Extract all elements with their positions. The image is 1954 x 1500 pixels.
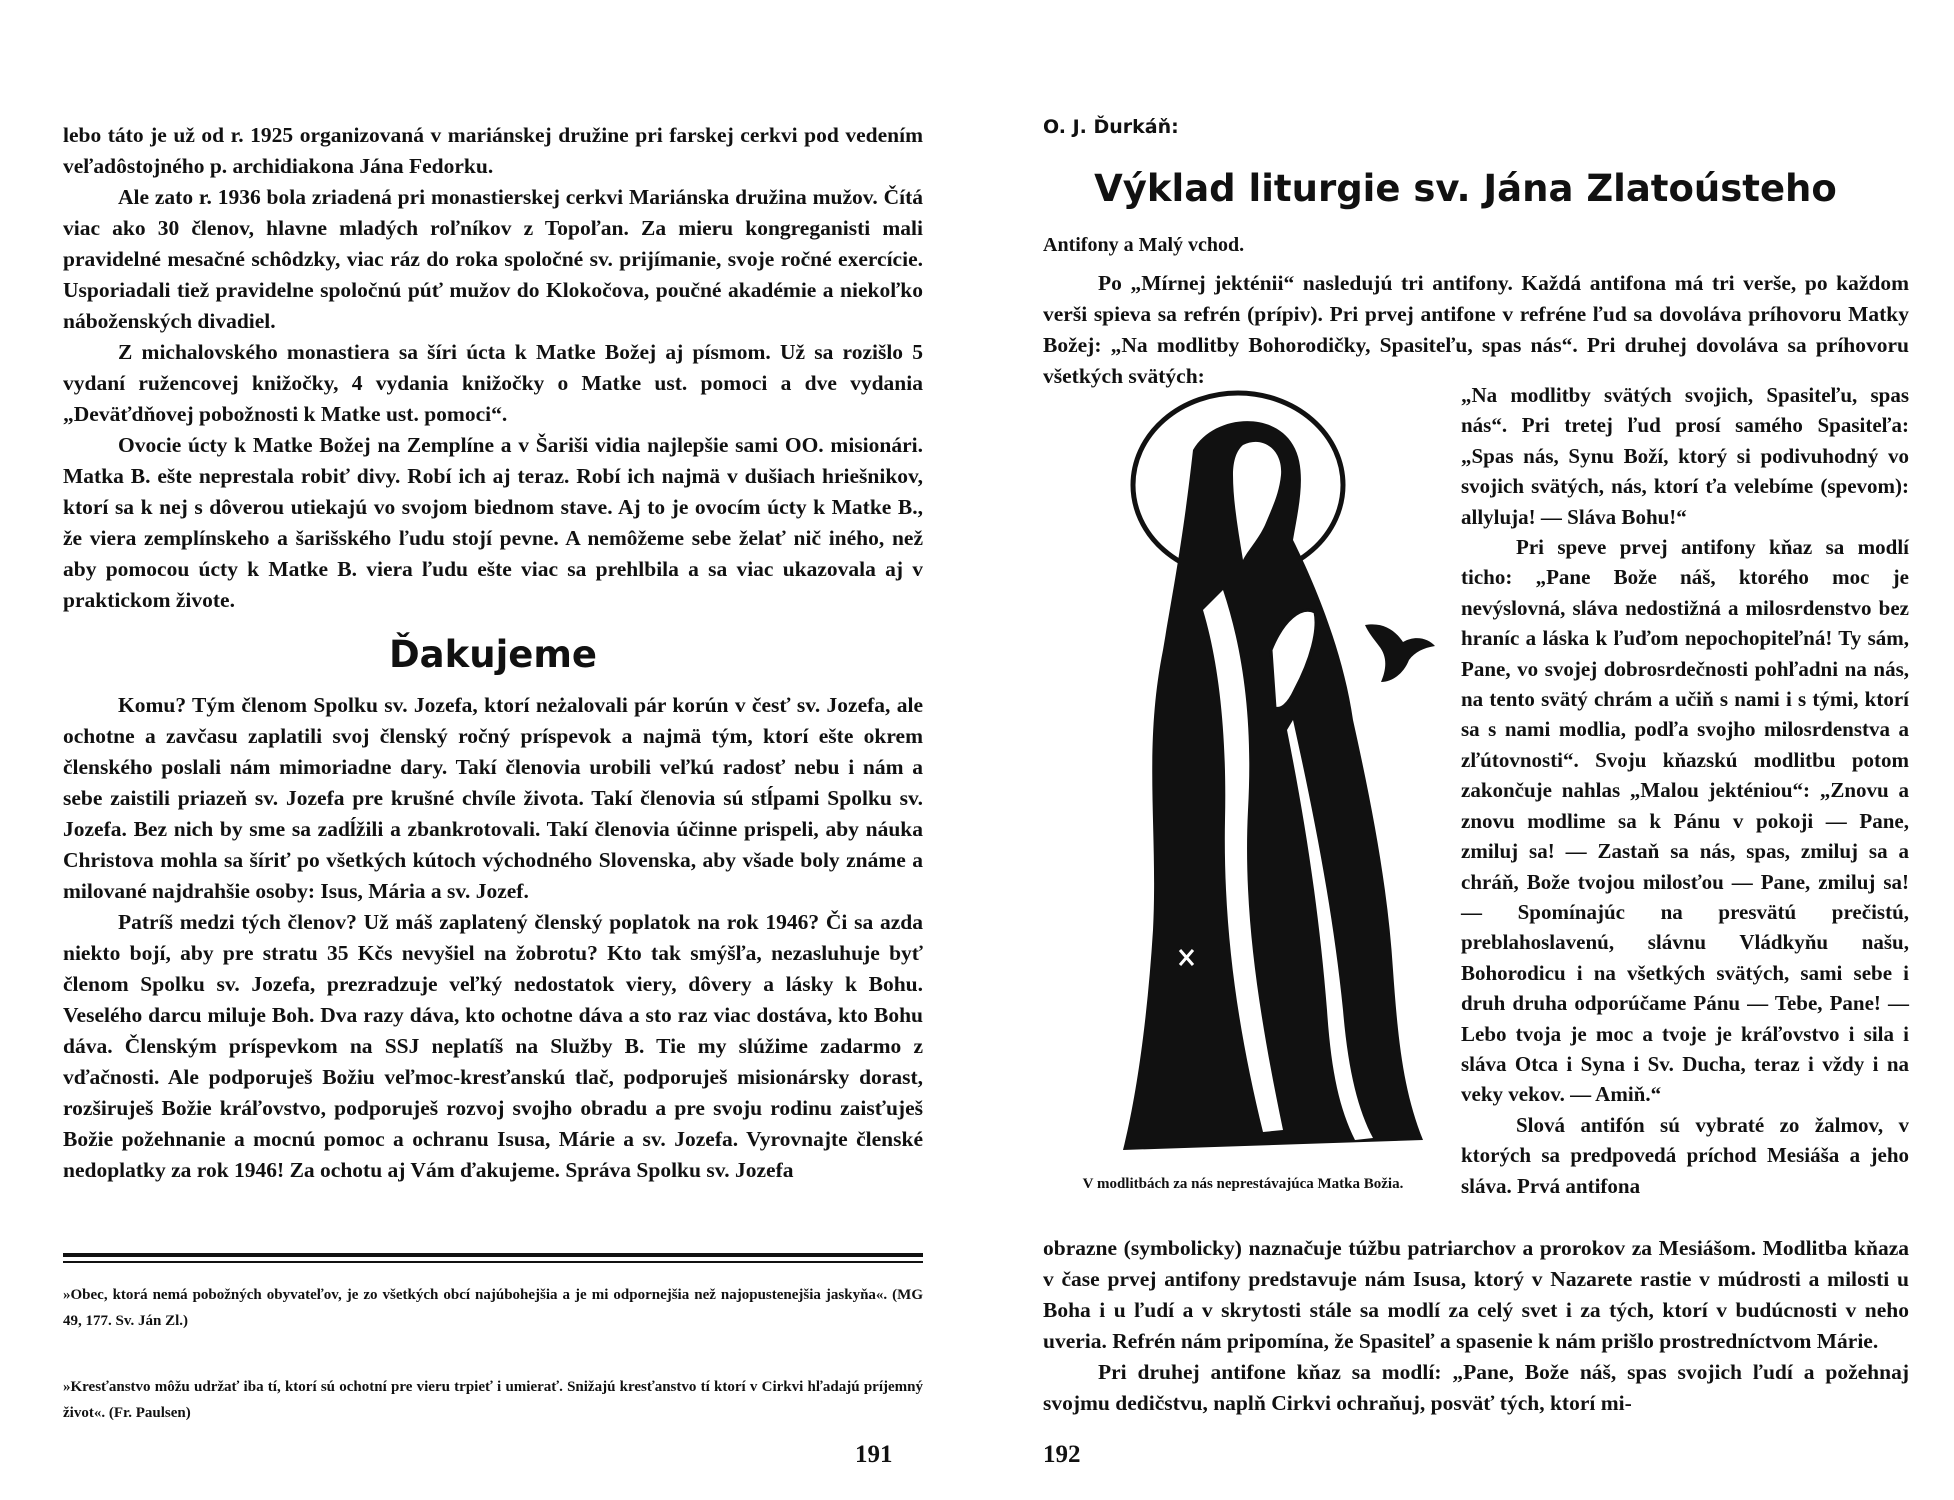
left-paragraph-3: Z michalovského monastiera sa šíri úcta k Matke Božej aj písmom. Už sa rozišlo 5 vydaní ružencovej knižočky, 4 vydania knižočky o Matke ust. pomoci a dve vydania „Deväťdňovej pobožnosti k Matke ust. pomoci“. bbox=[63, 340, 923, 426]
footnote-quote-2: »Kresťanstvo môžu udržať iba tí, ktorí sú ochotní pre vieru trpieť i umierať. Snižajú kresťanstvo tí ktorí v Cirkvi hľadajú príjemný život«. (Fr. Paulsen) bbox=[63, 1379, 923, 1421]
page-number-left: 191 bbox=[855, 1441, 893, 1468]
left-intro-text bbox=[63, 120, 923, 616]
figure-caption: V modlitbách za nás neprestávajúca Matka Božia. bbox=[1082, 1176, 1404, 1192]
page-number-right: 192 bbox=[1043, 1441, 1081, 1468]
side-paragraph-1: „Na modlitby svätých svojich, Spasiteľu, spas nás“. Pri tretej ľud prosí samého Spasiteľa: „Spas nás, Synu Boží, ktorý si podivuhodný vo svojich svätých, nás, ktorí ťa velebíme (spevom): allyluja! — Sláva Bohu!“ bbox=[1461, 383, 1909, 529]
article-subheading: Antifony a Malý vchod. bbox=[1043, 234, 1245, 256]
praying-madonna-icon bbox=[1043, 390, 1443, 1180]
article-intro-paragraph: Po „Mírnej jekténii“ nasledujú tri antifony. Každá antifona má tri verše, po každom verši spieva sa refrén (prípiv). Pri prvej antifone v refréne ľud sa dovoláva príhovoru Matky Božej: „Na modlitby Bohorodičky, Spasiteľu, spas nás“. Pri druhej dovoláva sa príhovoru všetkých svätých: bbox=[1043, 271, 1909, 388]
article-bottom-text bbox=[1043, 1233, 1909, 1419]
dakujeme-paragraph-2: Patríš medzi tých členov? Už máš zaplatený členský poplatok na rok 1946? Či sa azda niekto bojí, aby pre stratu 35 Kčs nevyšiel na žobrotu? Kto tak smýšľa, nezasluhuje byť členom Spolku sv. Jozefa, prezradzuje veľký nedostatok viery, dôvery a lásky k Bohu. Veselého darcu miluje Boh. Dva razy dáva, kto ochotne dáva a sto raz viac dostáva, kto Bohu dáva. Členským príspevkom na SSJ neplatíš na Služby B. Tie my slúžime zadarmo z vďačnosti. Ale podporuješ Božiu veľmoc-kresťanskú tlač, podporuješ misionársky dorast, rozširuješ Božie kráľovstvo, podporuješ rozvoj svojho obradu a pre svoju rodinu zaisťuješ Božie požehnanie a mocnú pomoc a ochranu Isusa, Márie a sv. Jozefa. Vyrovnajte členské nedoplatky za rok 1946! Za ochotu aj Vám ďakujeme. Správa Spolku sv. Jozefa bbox=[63, 910, 923, 1182]
footnote-divider-thick bbox=[63, 1253, 923, 1257]
left-paragraph-2: Ale zato r. 1936 bola zriadená pri monastierskej cerkvi Mariánska družina mužov. Čítá viac ako 30 členov, hlavne mladých roľníkov z Topoľan. Za mieru kongreganisti mali pravidelné mesačné schôdzky, viac ráz do roka spoločné sv. prijímanie, svoje ročné exercície. Usporiadali tiež pravidelne spoločnú púť mužov do Klokočova, poučné akadémie a niekoľko náboženských divadiel. bbox=[63, 185, 923, 333]
right-page bbox=[977, 0, 1954, 1500]
madonna-illustration bbox=[1043, 390, 1443, 1180]
article-side-column bbox=[1461, 380, 1909, 1201]
footnote-quote-1: »Obec, ktorá nemá pobožných obyvateľov, je zo všetkých obcí najúbohejšia a je mi odpornejšia než najopustenejšia jaskyňa«. (MG 49, 177. Sv. Ján Zl.) bbox=[63, 1287, 923, 1329]
dakujeme-paragraph-1: Komu? Tým členom Spolku sv. Jozefa, ktorí neżalovali pár korún v česť sv. Jozefa, ale ochotne a zavčasu zaplatili svoj členský ročný príspevok a najmä tým, ktorí ešte okrem členského poslali nám mimoriadne dary. Takí členovia urobili veľkú radosť nebu i nám a sebe zaistili priazeň sv. Jozefa pre krušné chvíle života. Takí členovia sú stĺpami Spolku sv. Jozefa. Bez nich by sme sa zadĺžili a zbankrotovali. Takí členovia účinne prispeli, aby náuka Christova mohla sa šíriť po všetkých kútoch východného Slovenska, aby všade boly známe a milované najdrahšie osoby: Isus, Mária a sv. Jozef. bbox=[63, 693, 923, 903]
bottom-paragraph-1: obrazne (symbolicky) naznačuje túžbu patriarchov a prorokov za Mesiášom. Modlitba kňaza v čase prvej antifony predstavuje nám Isusa, ktorý v Nazarete rastie v múdrosti a milosti u Boha i u ľudí a v skrytosti stále sa modlí za celý svet i za tých, ktorí v budúcnosti v neho uveria. Refrén nám pripomína, že Spasiteľ a spasenie k nám prišlo prostredníctvom Márie. bbox=[1043, 1236, 1909, 1353]
side-paragraph-3: Slová antifón sú vybraté zo žalmov, v ktorých sa predpovedá príchod Mesiáša a jeho sláva. Prvá antifona bbox=[1461, 1112, 1909, 1198]
dakujeme-text bbox=[63, 690, 923, 1186]
section-title-dakujeme: Ďakujeme bbox=[388, 633, 598, 676]
article-intro-text bbox=[1043, 268, 1909, 392]
article-author: O. J. Ďurkáň: bbox=[1043, 116, 1179, 138]
bottom-paragraph-2: Pri druhej antifone kňaz sa modlí: „Pane, Bože náš, spas svojich ľudí a požehnaj svojmu dedičstvu, naplň Cirkvi ochraňuj, posväť tých, ktorí mi- bbox=[1043, 1360, 1909, 1415]
left-paragraph-4: Ovocie úcty k Matke Božej na Zemplíne a v Šariši vidia najlepšie sami OO. misionári. Matka B. ešte neprestala robiť divy. Robí ich aj teraz. Robí ich najmä v dušiach hriešnikov, ktorí sa k nej s dôverou utiekajú vo svojom biednom stave. Aj to je ovocím úcty k Matke B., že viera zemplínskeho a šarišského ľudu stojí pevne. A nemôžeme sebe želať nič iného, než aby pomocou úcty k Matke B. viera ľudu ešte viac sa prehlbila a sa viac ukazovala aj v praktickom živote. bbox=[63, 433, 923, 612]
footnote-divider-thin bbox=[63, 1261, 923, 1263]
left-paragraph-1: lebo táto je už od r. 1925 organizovaná v mariánskej družine pri farskej cerkvi pod vedením veľadôstojného p. archidiakona Jána Fedorku. bbox=[63, 123, 923, 178]
side-paragraph-2: Pri speve prvej antifony kňaz sa modlí ticho: „Pane Bože náš, ktorého moc je nevýslovná, sláva nedostižná a milosrdenstvo bez hraníc a láska k ľuďom nepochopiteľná! Ty sám, Pane, vo svojej dobrosrdečnosti pohľadni na nás, na tento svätý chrám a učiň s nami i s tými, ktorí sa s nami modlia, podľa svojho milosrdenstva a zľútovnosti“. Svoju kňazskú modlitbu potom zakončuje nahlas „Malou jekténiou“: „Znovu a znovu modlime sa k Pánu v pokoji — Pane, zmiluj sa! — Zastaň sa nás, spas, zmiluj sa a chráň, Bože tvojou milosťou — Pane, zmiluj sa! — Spomínajúc na presvätú prečistú, preblahoslavenú, slávnu Vládkyňu našu, Bohorodicu i na všetkých svätých, sami sebe i druh druha odporúčame Pánu — Tebe, Pane! — Lebo tvoja je moc a tvoje je kráľovstvo i sila i sláva Otca i Syna i Sv. Ducha, teraz i vždy i na veky vekov. — Amiň.“ bbox=[1461, 535, 1909, 1107]
article-title: Výklad liturgie sv. Jána Zlatoústeho bbox=[1094, 167, 1837, 210]
